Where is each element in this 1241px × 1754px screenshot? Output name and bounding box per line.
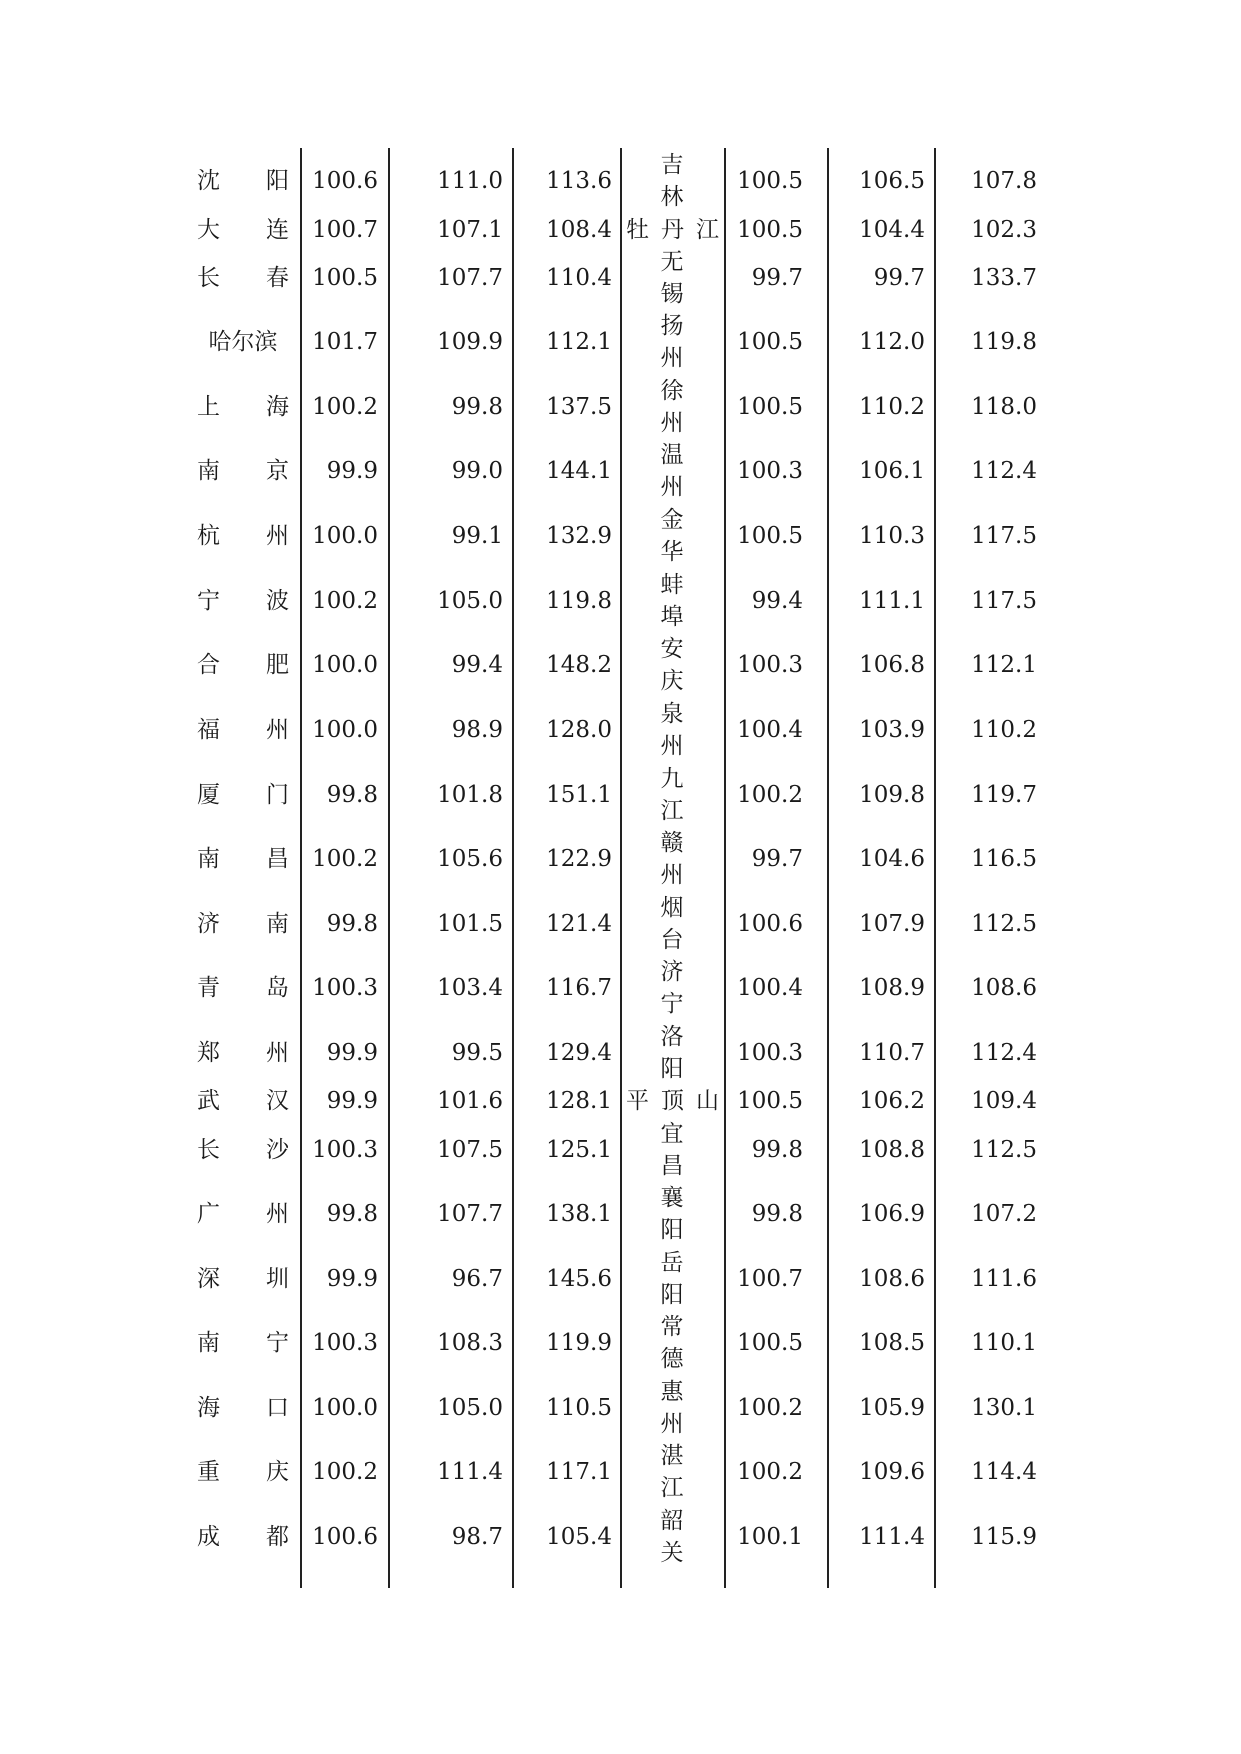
left-city-name: 长 沙 — [197, 1137, 289, 1163]
right-value-2: 110.3 — [859, 523, 925, 549]
right-value-3: 117.5 — [971, 588, 1037, 614]
right-value-2: 111.4 — [859, 1524, 925, 1550]
right-city-name: 岳阳 — [660, 1250, 684, 1308]
left-value-1: 100.0 — [312, 652, 378, 678]
left-value-2: 101.6 — [437, 1088, 503, 1114]
left-city-name: 重 庆 — [197, 1459, 289, 1485]
left-value-3: 119.8 — [546, 588, 612, 614]
column-divider — [620, 148, 622, 1588]
right-value-1: 99.7 — [751, 265, 803, 291]
right-city-name: 无锡 — [660, 249, 684, 307]
right-value-3: 118.0 — [971, 394, 1037, 420]
left-value-2: 108.3 — [437, 1330, 503, 1356]
right-value-1: 100.6 — [737, 911, 803, 937]
right-value-1: 99.4 — [751, 588, 803, 614]
left-value-1: 99.8 — [326, 911, 378, 937]
right-value-3: 112.1 — [971, 652, 1037, 678]
left-value-1: 101.7 — [312, 329, 378, 355]
right-value-3: 133.7 — [971, 265, 1037, 291]
right-city-name: 吉林 — [660, 152, 684, 210]
right-value-2: 106.9 — [859, 1201, 925, 1227]
right-value-1: 100.5 — [737, 168, 803, 194]
right-value-1: 100.7 — [737, 1266, 803, 1292]
left-value-3: 128.0 — [546, 717, 612, 743]
left-value-1: 99.9 — [326, 1040, 378, 1066]
left-value-3: 110.5 — [546, 1395, 612, 1421]
right-value-3: 119.7 — [971, 782, 1037, 808]
right-value-2: 108.8 — [859, 1137, 925, 1163]
left-value-2: 111.4 — [437, 1459, 503, 1485]
right-city-name: 金华 — [660, 507, 684, 565]
left-value-3: 137.5 — [546, 394, 612, 420]
right-value-2: 106.1 — [859, 458, 925, 484]
left-city-name: 南 昌 — [197, 846, 289, 872]
right-value-3: 109.4 — [971, 1088, 1037, 1114]
left-value-3: 121.4 — [546, 911, 612, 937]
left-city-name: 杭 州 — [197, 523, 289, 549]
left-value-3: 110.4 — [546, 265, 612, 291]
left-value-1: 100.2 — [312, 846, 378, 872]
left-value-2: 99.1 — [451, 523, 503, 549]
left-value-3: 138.1 — [546, 1201, 612, 1227]
right-value-1: 100.4 — [737, 975, 803, 1001]
right-city-name: 韶关 — [660, 1508, 684, 1566]
right-value-3: 130.1 — [971, 1395, 1037, 1421]
right-value-2: 112.0 — [859, 329, 925, 355]
right-value-1: 100.2 — [737, 1459, 803, 1485]
right-value-2: 108.5 — [859, 1330, 925, 1356]
left-value-3: 129.4 — [546, 1040, 612, 1066]
right-value-2: 108.9 — [859, 975, 925, 1001]
right-value-2: 106.5 — [859, 168, 925, 194]
right-value-2: 103.9 — [859, 717, 925, 743]
right-value-3: 112.5 — [971, 1137, 1037, 1163]
left-value-1: 99.9 — [326, 1088, 378, 1114]
right-value-3: 115.9 — [971, 1524, 1037, 1550]
left-value-1: 99.8 — [326, 1201, 378, 1227]
left-value-3: 125.1 — [546, 1137, 612, 1163]
right-value-1: 100.5 — [737, 217, 803, 243]
right-value-3: 102.3 — [971, 217, 1037, 243]
left-value-3: 128.1 — [546, 1088, 612, 1114]
left-value-3: 108.4 — [546, 217, 612, 243]
right-value-3: 112.5 — [971, 911, 1037, 937]
left-value-3: 132.9 — [546, 523, 612, 549]
left-value-1: 100.3 — [312, 1137, 378, 1163]
right-value-2: 111.1 — [859, 588, 925, 614]
right-value-3: 108.6 — [971, 975, 1037, 1001]
right-city-name: 徐州 — [660, 378, 684, 436]
left-city-name: 济 南 — [197, 911, 289, 937]
left-city-name: 郑 州 — [197, 1040, 289, 1066]
right-value-2: 109.6 — [859, 1459, 925, 1485]
left-value-2: 101.5 — [437, 911, 503, 937]
left-city-name: 合 肥 — [197, 652, 289, 678]
left-value-1: 99.9 — [326, 1266, 378, 1292]
right-value-1: 100.5 — [737, 1330, 803, 1356]
right-value-3: 117.5 — [971, 523, 1037, 549]
left-value-3: 145.6 — [546, 1266, 612, 1292]
right-value-3: 112.4 — [971, 458, 1037, 484]
right-value-2: 99.7 — [873, 265, 925, 291]
left-value-1: 100.0 — [312, 717, 378, 743]
right-value-1: 100.5 — [737, 523, 803, 549]
right-city-name: 九江 — [660, 766, 684, 824]
left-value-2: 96.7 — [451, 1266, 503, 1292]
left-value-3: 113.6 — [546, 168, 612, 194]
left-city-name: 武 汉 — [197, 1088, 289, 1114]
left-city-name: 成 都 — [197, 1524, 289, 1550]
right-value-1: 99.8 — [751, 1137, 803, 1163]
right-value-3: 107.8 — [971, 168, 1037, 194]
left-city-name: 海 口 — [197, 1395, 289, 1421]
left-value-2: 107.7 — [437, 1201, 503, 1227]
left-value-1: 100.2 — [312, 588, 378, 614]
right-city-name: 温州 — [660, 442, 684, 500]
left-value-3: 148.2 — [546, 652, 612, 678]
left-value-2: 107.5 — [437, 1137, 503, 1163]
right-city-name: 牡丹江 — [626, 217, 731, 243]
right-value-3: 110.2 — [971, 717, 1037, 743]
left-city-name: 沈 阳 — [197, 168, 289, 194]
right-value-3: 116.5 — [971, 846, 1037, 872]
left-value-1: 100.3 — [312, 1330, 378, 1356]
right-value-3: 114.4 — [971, 1459, 1037, 1485]
left-value-2: 99.0 — [451, 458, 503, 484]
right-value-3: 112.4 — [971, 1040, 1037, 1066]
left-city-name: 上 海 — [197, 394, 289, 420]
left-value-2: 98.9 — [451, 717, 503, 743]
left-value-1: 100.2 — [312, 394, 378, 420]
left-city-name: 长 春 — [197, 265, 289, 291]
left-value-1: 100.7 — [312, 217, 378, 243]
right-value-1: 99.8 — [751, 1201, 803, 1227]
left-value-3: 119.9 — [546, 1330, 612, 1356]
right-value-1: 100.2 — [737, 782, 803, 808]
right-city-name: 平顶山 — [626, 1088, 731, 1114]
right-city-name: 惠州 — [660, 1379, 684, 1437]
right-value-1: 100.3 — [737, 1040, 803, 1066]
right-value-3: 119.8 — [971, 329, 1037, 355]
left-city-name: 青 岛 — [197, 975, 289, 1001]
right-value-1: 100.2 — [737, 1395, 803, 1421]
right-value-1: 100.4 — [737, 717, 803, 743]
left-city-name: 哈尔滨 — [208, 329, 278, 355]
right-value-1: 100.5 — [737, 394, 803, 420]
right-city-name: 赣州 — [660, 830, 684, 888]
left-value-3: 151.1 — [546, 782, 612, 808]
right-city-name: 湛江 — [660, 1443, 684, 1501]
right-value-2: 106.8 — [859, 652, 925, 678]
right-city-name: 洛阳 — [660, 1024, 684, 1082]
left-city-name: 宁 波 — [197, 588, 289, 614]
left-value-1: 99.9 — [326, 458, 378, 484]
left-value-1: 100.6 — [312, 1524, 378, 1550]
right-city-name: 烟台 — [660, 895, 684, 953]
left-value-3: 117.1 — [546, 1459, 612, 1485]
left-city-name: 深 圳 — [197, 1266, 289, 1292]
right-value-1: 100.3 — [737, 458, 803, 484]
left-value-2: 99.8 — [451, 394, 503, 420]
left-value-1: 100.6 — [312, 168, 378, 194]
right-value-1: 100.3 — [737, 652, 803, 678]
left-value-1: 99.8 — [326, 782, 378, 808]
right-value-2: 109.8 — [859, 782, 925, 808]
left-value-2: 99.5 — [451, 1040, 503, 1066]
right-city-name: 常德 — [660, 1314, 684, 1372]
right-value-2: 104.4 — [859, 217, 925, 243]
right-value-2: 108.6 — [859, 1266, 925, 1292]
left-value-1: 100.0 — [312, 1395, 378, 1421]
left-value-1: 100.0 — [312, 523, 378, 549]
left-value-2: 107.7 — [437, 265, 503, 291]
left-value-2: 107.1 — [437, 217, 503, 243]
right-city-name: 襄阳 — [660, 1185, 684, 1243]
right-value-2: 106.2 — [859, 1088, 925, 1114]
left-value-3: 112.1 — [546, 329, 612, 355]
left-value-2: 101.8 — [437, 782, 503, 808]
left-city-name: 南 京 — [197, 458, 289, 484]
right-city-name: 安庆 — [660, 636, 684, 694]
left-city-name: 福 州 — [197, 717, 289, 743]
left-city-name: 厦 门 — [197, 782, 289, 808]
right-value-3: 111.6 — [971, 1266, 1037, 1292]
left-value-2: 111.0 — [437, 168, 503, 194]
left-value-1: 100.3 — [312, 975, 378, 1001]
right-city-name: 济宁 — [660, 959, 684, 1017]
right-city-name: 泉州 — [660, 701, 684, 759]
column-divider — [388, 148, 390, 1588]
left-city-name: 广 州 — [197, 1201, 289, 1227]
left-value-3: 122.9 — [546, 846, 612, 872]
right-value-3: 107.2 — [971, 1201, 1037, 1227]
right-value-1: 99.7 — [751, 846, 803, 872]
right-value-2: 110.2 — [859, 394, 925, 420]
left-value-3: 105.4 — [546, 1524, 612, 1550]
left-value-2: 103.4 — [437, 975, 503, 1001]
left-value-3: 144.1 — [546, 458, 612, 484]
left-value-1: 100.2 — [312, 1459, 378, 1485]
right-value-2: 105.9 — [859, 1395, 925, 1421]
right-value-2: 107.9 — [859, 911, 925, 937]
right-city-name: 扬州 — [660, 313, 684, 371]
left-value-1: 100.5 — [312, 265, 378, 291]
left-value-2: 105.0 — [437, 588, 503, 614]
left-city-name: 南 宁 — [197, 1330, 289, 1356]
left-city-name: 大 连 — [197, 217, 289, 243]
right-value-1: 100.1 — [737, 1524, 803, 1550]
right-value-1: 100.5 — [737, 329, 803, 355]
right-value-2: 110.7 — [859, 1040, 925, 1066]
right-value-1: 100.5 — [737, 1088, 803, 1114]
left-value-2: 98.7 — [451, 1524, 503, 1550]
left-value-3: 116.7 — [546, 975, 612, 1001]
left-value-2: 109.9 — [437, 329, 503, 355]
right-city-name: 蚌埠 — [660, 572, 684, 630]
left-value-2: 105.6 — [437, 846, 503, 872]
right-value-3: 110.1 — [971, 1330, 1037, 1356]
left-value-2: 105.0 — [437, 1395, 503, 1421]
left-value-2: 99.4 — [451, 652, 503, 678]
right-value-2: 104.6 — [859, 846, 925, 872]
right-city-name: 宜昌 — [660, 1121, 684, 1179]
